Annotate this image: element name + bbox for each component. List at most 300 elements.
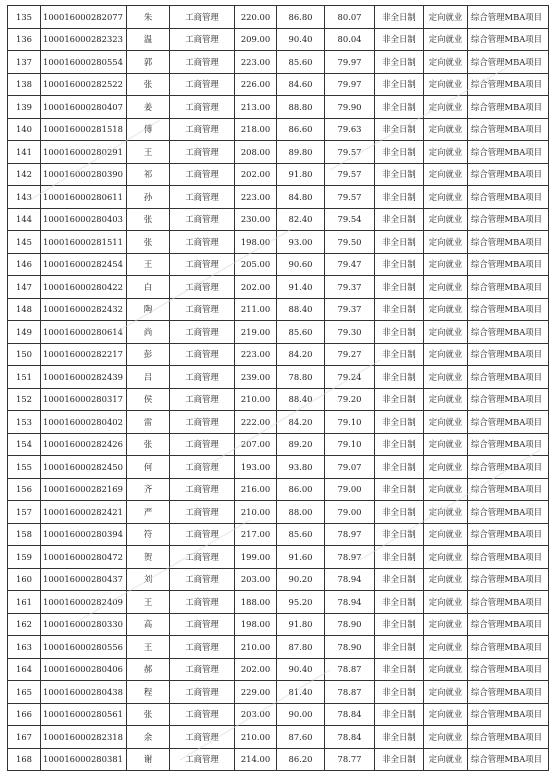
candidate-id-cell: 100016000282077 xyxy=(41,6,127,29)
employment-type-cell: 定向就业 xyxy=(424,546,468,569)
major-cell: 工商管理 xyxy=(170,456,235,479)
program-name-cell: 综合管理MBA项目 xyxy=(468,411,549,434)
candidate-name-cell: 王 xyxy=(127,591,170,614)
preliminary-score-cell: 203.00 xyxy=(235,568,277,591)
interview-score-cell: 95.20 xyxy=(277,591,325,614)
major-cell: 工商管理 xyxy=(170,636,235,659)
candidate-name-cell: 刘 xyxy=(127,568,170,591)
total-score-cell: 79.00 xyxy=(325,478,375,501)
preliminary-score-cell: 207.00 xyxy=(235,433,277,456)
total-score-cell: 79.47 xyxy=(325,253,375,276)
table-row xyxy=(8,253,549,276)
preliminary-score-cell: 214.00 xyxy=(235,748,277,771)
table-row xyxy=(8,546,549,569)
study-mode-cell: 非全日制 xyxy=(375,208,424,231)
table-body xyxy=(8,6,549,771)
study-mode-cell: 非全日制 xyxy=(375,748,424,771)
interview-score-cell: 90.00 xyxy=(277,703,325,726)
study-mode-cell: 非全日制 xyxy=(375,681,424,704)
major-cell: 工商管理 xyxy=(170,433,235,456)
major-cell: 工商管理 xyxy=(170,703,235,726)
employment-type-cell: 定向就业 xyxy=(424,163,468,186)
major-cell: 工商管理 xyxy=(170,681,235,704)
candidate-name-cell: 祁 xyxy=(127,163,170,186)
program-name-cell: 综合管理MBA项目 xyxy=(468,703,549,726)
row-number-cell: 137 xyxy=(8,51,41,74)
study-mode-cell: 非全日制 xyxy=(375,411,424,434)
preliminary-score-cell: 222.00 xyxy=(235,411,277,434)
employment-type-cell: 定向就业 xyxy=(424,478,468,501)
table-row xyxy=(8,658,549,681)
total-score-cell: 79.37 xyxy=(325,298,375,321)
study-mode-cell: 非全日制 xyxy=(375,478,424,501)
candidate-id-cell: 100016000282323 xyxy=(41,28,127,51)
table-row xyxy=(8,501,549,524)
candidate-name-cell: 余 xyxy=(127,726,170,749)
candidate-name-cell: 傅 xyxy=(127,118,170,141)
candidate-name-cell: 王 xyxy=(127,636,170,659)
total-score-cell: 78.84 xyxy=(325,703,375,726)
total-score-cell: 79.00 xyxy=(325,501,375,524)
total-score-cell: 78.84 xyxy=(325,726,375,749)
candidate-name-cell: 彭 xyxy=(127,343,170,366)
candidate-name-cell: 何 xyxy=(127,456,170,479)
table-row xyxy=(8,141,549,164)
program-name-cell: 综合管理MBA项目 xyxy=(468,298,549,321)
study-mode-cell: 非全日制 xyxy=(375,501,424,524)
major-cell: 工商管理 xyxy=(170,523,235,546)
interview-score-cell: 90.40 xyxy=(277,658,325,681)
candidate-name-cell: 朱 xyxy=(127,6,170,29)
total-score-cell: 79.37 xyxy=(325,276,375,299)
candidate-name-cell: 张 xyxy=(127,73,170,96)
program-name-cell: 综合管理MBA项目 xyxy=(468,613,549,636)
study-mode-cell: 非全日制 xyxy=(375,456,424,479)
study-mode-cell: 非全日制 xyxy=(375,366,424,389)
interview-score-cell: 90.20 xyxy=(277,568,325,591)
candidate-id-cell: 100016000280291 xyxy=(41,141,127,164)
preliminary-score-cell: 193.00 xyxy=(235,456,277,479)
employment-type-cell: 定向就业 xyxy=(424,231,468,254)
interview-score-cell: 89.20 xyxy=(277,433,325,456)
candidate-name-cell: 符 xyxy=(127,523,170,546)
program-name-cell: 综合管理MBA项目 xyxy=(468,748,549,771)
program-name-cell: 综合管理MBA项目 xyxy=(468,208,549,231)
program-name-cell: 综合管理MBA项目 xyxy=(468,456,549,479)
major-cell: 工商管理 xyxy=(170,501,235,524)
major-cell: 工商管理 xyxy=(170,546,235,569)
row-number-cell: 160 xyxy=(8,568,41,591)
preliminary-score-cell: 202.00 xyxy=(235,276,277,299)
program-name-cell: 综合管理MBA项目 xyxy=(468,343,549,366)
program-name-cell: 综合管理MBA项目 xyxy=(468,478,549,501)
employment-type-cell: 定向就业 xyxy=(424,388,468,411)
preliminary-score-cell: 230.00 xyxy=(235,208,277,231)
employment-type-cell: 定向就业 xyxy=(424,186,468,209)
candidate-id-cell: 100016000280317 xyxy=(41,388,127,411)
program-name-cell: 综合管理MBA项目 xyxy=(468,388,549,411)
employment-type-cell: 定向就业 xyxy=(424,591,468,614)
program-name-cell: 综合管理MBA项目 xyxy=(468,276,549,299)
employment-type-cell: 定向就业 xyxy=(424,411,468,434)
table-row xyxy=(8,433,549,456)
candidate-id-cell: 100016000280407 xyxy=(41,96,127,119)
total-score-cell: 78.90 xyxy=(325,613,375,636)
candidate-name-cell: 严 xyxy=(127,501,170,524)
interview-score-cell: 90.40 xyxy=(277,28,325,51)
employment-type-cell: 定向就业 xyxy=(424,73,468,96)
table-row xyxy=(8,321,549,344)
study-mode-cell: 非全日制 xyxy=(375,253,424,276)
total-score-cell: 78.97 xyxy=(325,523,375,546)
table-row xyxy=(8,388,549,411)
candidate-id-cell: 100016000282217 xyxy=(41,343,127,366)
table-row xyxy=(8,523,549,546)
row-number-cell: 168 xyxy=(8,748,41,771)
interview-score-cell: 91.80 xyxy=(277,163,325,186)
study-mode-cell: 非全日制 xyxy=(375,73,424,96)
row-number-cell: 140 xyxy=(8,118,41,141)
major-cell: 工商管理 xyxy=(170,591,235,614)
program-name-cell: 综合管理MBA项目 xyxy=(468,28,549,51)
employment-type-cell: 定向就业 xyxy=(424,636,468,659)
preliminary-score-cell: 205.00 xyxy=(235,253,277,276)
row-number-cell: 163 xyxy=(8,636,41,659)
table-row xyxy=(8,726,549,749)
total-score-cell: 78.77 xyxy=(325,748,375,771)
row-number-cell: 146 xyxy=(8,253,41,276)
row-number-cell: 166 xyxy=(8,703,41,726)
table-row xyxy=(8,208,549,231)
employment-type-cell: 定向就业 xyxy=(424,366,468,389)
row-number-cell: 149 xyxy=(8,321,41,344)
program-name-cell: 综合管理MBA项目 xyxy=(468,96,549,119)
interview-score-cell: 85.60 xyxy=(277,523,325,546)
major-cell: 工商管理 xyxy=(170,186,235,209)
study-mode-cell: 非全日制 xyxy=(375,726,424,749)
interview-score-cell: 84.20 xyxy=(277,411,325,434)
candidate-id-cell: 100016000280330 xyxy=(41,613,127,636)
row-number-cell: 142 xyxy=(8,163,41,186)
total-score-cell: 79.10 xyxy=(325,411,375,434)
interview-score-cell: 84.60 xyxy=(277,73,325,96)
row-number-cell: 143 xyxy=(8,186,41,209)
preliminary-score-cell: 198.00 xyxy=(235,613,277,636)
candidate-id-cell: 100016000282432 xyxy=(41,298,127,321)
total-score-cell: 80.04 xyxy=(325,28,375,51)
table-row xyxy=(8,73,549,96)
table-row xyxy=(8,456,549,479)
candidate-id-cell: 100016000280437 xyxy=(41,568,127,591)
table-row xyxy=(8,6,549,29)
program-name-cell: 综合管理MBA项目 xyxy=(468,546,549,569)
total-score-cell: 78.87 xyxy=(325,681,375,704)
row-number-cell: 152 xyxy=(8,388,41,411)
major-cell: 工商管理 xyxy=(170,343,235,366)
candidate-id-cell: 100016000280403 xyxy=(41,208,127,231)
row-number-cell: 141 xyxy=(8,141,41,164)
candidate-name-cell: 侯 xyxy=(127,388,170,411)
table-row xyxy=(8,411,549,434)
table-row xyxy=(8,96,549,119)
interview-score-cell: 84.80 xyxy=(277,186,325,209)
candidate-name-cell: 张 xyxy=(127,231,170,254)
candidate-id-cell: 100016000280614 xyxy=(41,321,127,344)
total-score-cell: 79.57 xyxy=(325,186,375,209)
total-score-cell: 78.87 xyxy=(325,658,375,681)
preliminary-score-cell: 198.00 xyxy=(235,231,277,254)
table-row xyxy=(8,343,549,366)
preliminary-score-cell: 199.00 xyxy=(235,546,277,569)
program-name-cell: 综合管理MBA项目 xyxy=(468,141,549,164)
study-mode-cell: 非全日制 xyxy=(375,636,424,659)
preliminary-score-cell: 210.00 xyxy=(235,388,277,411)
study-mode-cell: 非全日制 xyxy=(375,658,424,681)
study-mode-cell: 非全日制 xyxy=(375,433,424,456)
row-number-cell: 144 xyxy=(8,208,41,231)
candidate-name-cell: 白 xyxy=(127,276,170,299)
interview-score-cell: 88.00 xyxy=(277,501,325,524)
program-name-cell: 综合管理MBA项目 xyxy=(468,51,549,74)
major-cell: 工商管理 xyxy=(170,613,235,636)
candidate-name-cell: 姜 xyxy=(127,96,170,119)
major-cell: 工商管理 xyxy=(170,208,235,231)
candidate-name-cell: 齐 xyxy=(127,478,170,501)
table-row xyxy=(8,163,549,186)
major-cell: 工商管理 xyxy=(170,253,235,276)
total-score-cell: 79.50 xyxy=(325,231,375,254)
study-mode-cell: 非全日制 xyxy=(375,96,424,119)
study-mode-cell: 非全日制 xyxy=(375,6,424,29)
row-number-cell: 135 xyxy=(8,6,41,29)
row-number-cell: 153 xyxy=(8,411,41,434)
candidate-name-cell: 高 xyxy=(127,613,170,636)
candidate-id-cell: 100016000280556 xyxy=(41,636,127,659)
row-number-cell: 155 xyxy=(8,456,41,479)
candidate-id-cell: 100016000280561 xyxy=(41,703,127,726)
employment-type-cell: 定向就业 xyxy=(424,456,468,479)
major-cell: 工商管理 xyxy=(170,298,235,321)
interview-score-cell: 78.80 xyxy=(277,366,325,389)
total-score-cell: 78.94 xyxy=(325,591,375,614)
candidate-name-cell: 王 xyxy=(127,253,170,276)
candidate-id-cell: 100016000280394 xyxy=(41,523,127,546)
total-score-cell: 79.57 xyxy=(325,163,375,186)
candidate-name-cell: 张 xyxy=(127,703,170,726)
employment-type-cell: 定向就业 xyxy=(424,51,468,74)
major-cell: 工商管理 xyxy=(170,748,235,771)
preliminary-score-cell: 226.00 xyxy=(235,73,277,96)
employment-type-cell: 定向就业 xyxy=(424,343,468,366)
preliminary-score-cell: 223.00 xyxy=(235,186,277,209)
preliminary-score-cell: 218.00 xyxy=(235,118,277,141)
interview-score-cell: 91.60 xyxy=(277,546,325,569)
candidate-id-cell: 100016000280406 xyxy=(41,658,127,681)
candidate-name-cell: 程 xyxy=(127,681,170,704)
program-name-cell: 综合管理MBA项目 xyxy=(468,253,549,276)
preliminary-score-cell: 208.00 xyxy=(235,141,277,164)
candidate-name-cell: 郝 xyxy=(127,658,170,681)
row-number-cell: 156 xyxy=(8,478,41,501)
interview-score-cell: 86.60 xyxy=(277,118,325,141)
table-row xyxy=(8,231,549,254)
preliminary-score-cell: 216.00 xyxy=(235,478,277,501)
program-name-cell: 综合管理MBA项目 xyxy=(468,591,549,614)
table-row xyxy=(8,186,549,209)
major-cell: 工商管理 xyxy=(170,568,235,591)
study-mode-cell: 非全日制 xyxy=(375,163,424,186)
row-number-cell: 147 xyxy=(8,276,41,299)
interview-score-cell: 86.20 xyxy=(277,748,325,771)
program-name-cell: 综合管理MBA项目 xyxy=(468,568,549,591)
total-score-cell: 79.27 xyxy=(325,343,375,366)
employment-type-cell: 定向就业 xyxy=(424,501,468,524)
preliminary-score-cell: 211.00 xyxy=(235,298,277,321)
major-cell: 工商管理 xyxy=(170,388,235,411)
study-mode-cell: 非全日制 xyxy=(375,51,424,74)
interview-score-cell: 85.60 xyxy=(277,51,325,74)
preliminary-score-cell: 202.00 xyxy=(235,658,277,681)
total-score-cell: 79.07 xyxy=(325,456,375,479)
candidate-id-cell: 100016000282318 xyxy=(41,726,127,749)
candidate-name-cell: 吕 xyxy=(127,366,170,389)
employment-type-cell: 定向就业 xyxy=(424,6,468,29)
table-row xyxy=(8,298,549,321)
total-score-cell: 79.30 xyxy=(325,321,375,344)
table-row xyxy=(8,613,549,636)
candidate-id-cell: 100016000280402 xyxy=(41,411,127,434)
table-row xyxy=(8,748,549,771)
preliminary-score-cell: 223.00 xyxy=(235,343,277,366)
candidate-id-cell: 100016000282421 xyxy=(41,501,127,524)
row-number-cell: 150 xyxy=(8,343,41,366)
candidate-id-cell: 100016000282409 xyxy=(41,591,127,614)
preliminary-score-cell: 202.00 xyxy=(235,163,277,186)
major-cell: 工商管理 xyxy=(170,141,235,164)
admission-list-page xyxy=(7,5,548,771)
row-number-cell: 162 xyxy=(8,613,41,636)
program-name-cell: 综合管理MBA项目 xyxy=(468,321,549,344)
employment-type-cell: 定向就业 xyxy=(424,253,468,276)
major-cell: 工商管理 xyxy=(170,163,235,186)
study-mode-cell: 非全日制 xyxy=(375,321,424,344)
row-number-cell: 136 xyxy=(8,28,41,51)
major-cell: 工商管理 xyxy=(170,276,235,299)
program-name-cell: 综合管理MBA项目 xyxy=(468,6,549,29)
candidate-id-cell: 100016000281511 xyxy=(41,231,127,254)
employment-type-cell: 定向就业 xyxy=(424,748,468,771)
total-score-cell: 79.97 xyxy=(325,73,375,96)
major-cell: 工商管理 xyxy=(170,96,235,119)
row-number-cell: 154 xyxy=(8,433,41,456)
interview-score-cell: 87.80 xyxy=(277,636,325,659)
interview-score-cell: 88.40 xyxy=(277,388,325,411)
preliminary-score-cell: 219.00 xyxy=(235,321,277,344)
study-mode-cell: 非全日制 xyxy=(375,186,424,209)
major-cell: 工商管理 xyxy=(170,6,235,29)
study-mode-cell: 非全日制 xyxy=(375,276,424,299)
employment-type-cell: 定向就业 xyxy=(424,208,468,231)
candidate-id-cell: 100016000280611 xyxy=(41,186,127,209)
study-mode-cell: 非全日制 xyxy=(375,703,424,726)
study-mode-cell: 非全日制 xyxy=(375,231,424,254)
row-number-cell: 161 xyxy=(8,591,41,614)
preliminary-score-cell: 210.00 xyxy=(235,636,277,659)
candidate-id-cell: 100016000282450 xyxy=(41,456,127,479)
program-name-cell: 综合管理MBA项目 xyxy=(468,636,549,659)
major-cell: 工商管理 xyxy=(170,411,235,434)
row-number-cell: 158 xyxy=(8,523,41,546)
table-row xyxy=(8,681,549,704)
program-name-cell: 综合管理MBA项目 xyxy=(468,658,549,681)
candidate-id-cell: 100016000282454 xyxy=(41,253,127,276)
total-score-cell: 79.57 xyxy=(325,141,375,164)
table-row xyxy=(8,28,549,51)
total-score-cell: 79.97 xyxy=(325,51,375,74)
program-name-cell: 综合管理MBA项目 xyxy=(468,186,549,209)
employment-type-cell: 定向就业 xyxy=(424,523,468,546)
program-name-cell: 综合管理MBA项目 xyxy=(468,433,549,456)
interview-score-cell: 87.60 xyxy=(277,726,325,749)
total-score-cell: 79.90 xyxy=(325,96,375,119)
preliminary-score-cell: 223.00 xyxy=(235,51,277,74)
candidate-id-cell: 100016000282169 xyxy=(41,478,127,501)
candidate-id-cell: 100016000280422 xyxy=(41,276,127,299)
preliminary-score-cell: 203.00 xyxy=(235,703,277,726)
employment-type-cell: 定向就业 xyxy=(424,568,468,591)
interview-score-cell: 91.80 xyxy=(277,613,325,636)
interview-score-cell: 88.80 xyxy=(277,96,325,119)
candidate-id-cell: 100016000280554 xyxy=(41,51,127,74)
major-cell: 工商管理 xyxy=(170,73,235,96)
interview-score-cell: 86.00 xyxy=(277,478,325,501)
employment-type-cell: 定向就业 xyxy=(424,726,468,749)
table-row xyxy=(8,366,549,389)
interview-score-cell: 93.80 xyxy=(277,456,325,479)
program-name-cell: 综合管理MBA项目 xyxy=(468,366,549,389)
row-number-cell: 148 xyxy=(8,298,41,321)
employment-type-cell: 定向就业 xyxy=(424,613,468,636)
employment-type-cell: 定向就业 xyxy=(424,28,468,51)
preliminary-score-cell: 213.00 xyxy=(235,96,277,119)
employment-type-cell: 定向就业 xyxy=(424,298,468,321)
study-mode-cell: 非全日制 xyxy=(375,613,424,636)
employment-type-cell: 定向就业 xyxy=(424,658,468,681)
study-mode-cell: 非全日制 xyxy=(375,298,424,321)
candidate-name-cell: 陶 xyxy=(127,298,170,321)
major-cell: 工商管理 xyxy=(170,658,235,681)
interview-score-cell: 85.60 xyxy=(277,321,325,344)
row-number-cell: 145 xyxy=(8,231,41,254)
table-row xyxy=(8,591,549,614)
employment-type-cell: 定向就业 xyxy=(424,141,468,164)
major-cell: 工商管理 xyxy=(170,51,235,74)
interview-score-cell: 89.80 xyxy=(277,141,325,164)
program-name-cell: 综合管理MBA项目 xyxy=(468,523,549,546)
major-cell: 工商管理 xyxy=(170,28,235,51)
row-number-cell: 138 xyxy=(8,73,41,96)
candidate-name-cell: 孙 xyxy=(127,186,170,209)
study-mode-cell: 非全日制 xyxy=(375,591,424,614)
interview-score-cell: 82.40 xyxy=(277,208,325,231)
candidate-name-cell: 张 xyxy=(127,433,170,456)
candidate-name-cell: 雷 xyxy=(127,411,170,434)
total-score-cell: 78.97 xyxy=(325,546,375,569)
total-score-cell: 80.07 xyxy=(325,6,375,29)
candidate-id-cell: 100016000280390 xyxy=(41,163,127,186)
candidate-id-cell: 100016000282522 xyxy=(41,73,127,96)
preliminary-score-cell: 188.00 xyxy=(235,591,277,614)
